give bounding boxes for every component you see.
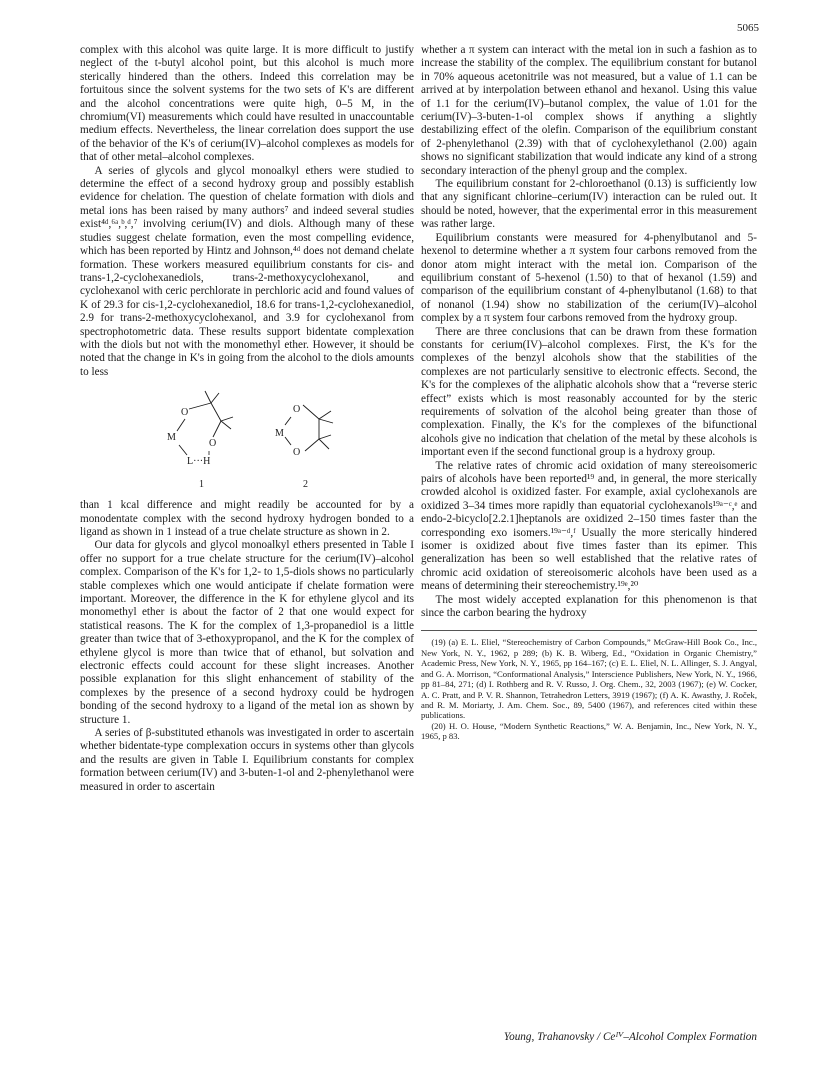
- chemical-structures: [80, 387, 414, 495]
- right-column: [421, 44, 757, 742]
- structure-label-2: 2: [303, 479, 308, 491]
- left-column: [80, 44, 414, 794]
- atom-o: O: [293, 447, 301, 459]
- body-paragraph: whether a π system can interact with the metal ion in such a fashion as to increase the stability of the complex. The equilibrium constant for butanol in 70% aqueous acetonitrile was not measured, but a value of 1.1 can be arrived at by interpolation between ethanol and hexanol. Using this value of 1.1 for the cerium(IV)–butanol complex, the value of 1.01 for the cerium(IV)–3-buten-1-ol complex shows if anything a slightly destabilizing effect of the olefin. Comparison of the equilibrium constant of 2-phenylethanol (2.39) with that of cyclohexylethanol (2.00) again shows no significant stabilization that would indicate any kind of a strong secondary interaction of the phenyl group and the complex.: [421, 44, 757, 177]
- structure-1: [177, 391, 233, 455]
- body-paragraph: than 1 kcal difference and might readily be accounted for by a monodentate complex with the second hydroxy hydrogen bonded to a ligand as shown in 1 instead of a true chelate structure as shown in 2.: [80, 499, 414, 538]
- body-paragraph: complex with this alcohol was quite large. It is more difficult to justify neglect of the t-butyl alcohol point, but this alcohol is much more sterically hindered than the others. Indeed this correlation may be fortuitous since the solvent systems for the two sets of K's are different and the alcohol concentrations were quite high, 0–5 M, in the chromium(VI) measurements which could have resulted in unaccountable medium effects. Nevertheless, the linear correlation does support the use of the behavior of the K's of cerium(IV)–alcohol complexes as models for that of other metal–alcohol complexes.: [80, 44, 414, 164]
- body-paragraph: The most widely accepted explanation for this phenomenon is that since the carbon bearing the hydroxy: [421, 593, 757, 620]
- running-footer: Young, Trahanovsky / Ceᴵⱽ–Alcohol Complex Formation: [503, 1031, 757, 1043]
- footnote: (20) H. O. House, “Modern Synthetic Reactions,” W. A. Benjamin, Inc., New York, N. Y., 1965, p 83.: [421, 720, 757, 742]
- atom-o: O: [181, 407, 189, 419]
- footnotes: [421, 630, 757, 741]
- page-number: 5065: [737, 22, 759, 34]
- h-bond-label: L···H: [187, 456, 211, 468]
- atom-m: M: [275, 428, 284, 440]
- structure-label-1: 1: [199, 479, 204, 491]
- footnote: (19) (a) E. L. Eliel, “Stereochemistry of Carbon Compounds,” McGraw-Hill Book Co., Inc., New York, N. Y., 1962, p 289; (b) K. B. Wiberg, Ed., “Oxidation in Organic Chemistry,” Academic Press, New York, N. Y., 1965, pp 164–167; (c) E. L. Eliel, N. L. Allinger, S. J. Angyal, and G. A. Morrison, “Conformational Analysis,” Interscience Publishers, New York, N. Y., 1966, pp 81–84, 271; (d) I. Rothberg and R. V. Russo, J. Org. Chem., 32, 2003 (1967); (e) W. Cocker, A. C. Pratt, and P. V. R. Shannon, Tetrahedron Letters, 3919 (1967); (f) A. K. Awasthy, J. Roček, and R. M. Moriarty, J. Am. Chem. Soc., 89, 5400 (1967), and references cited within these publications.: [421, 637, 757, 721]
- body-paragraph: The relative rates of chromic acid oxidation of many stereoisomeric pairs of alcohols have been reported¹⁹ and, in general, the more sterically crowded alcohol is oxidized faster. For example, axial cyclohexanols are oxidized 3–34 times more rapidly than equatorial cyclohexanols¹⁹ᵃ⁻ᶜ,ᵉ and endo-2-bicyclo[2.2.1]heptanols are oxidized 2–150 times faster than the corresponding exo isomers.¹⁹ᵃ⁻ᵈ,ᶠ Usually the more sterically hindered isomer is oxidized about five times faster than its epimer. This generalization has been so well established that the relative rates of chromic acid oxidation of stereoisomeric alcohols have been used as a means of determining their stereochemistry.¹⁹ᵉ,²⁰: [421, 459, 757, 593]
- atom-o: O: [293, 404, 301, 416]
- body-paragraph: A series of glycols and glycol monoalkyl ethers were studied to determine the effect of a second hydroxy group and possibly establish evidence for chelation. The question of chelate formation with diols and metal ions has been raised by many authors⁷ and indeed several studies exist⁴ᵈ,⁶ᵃ,ᵇ,ᵈ,⁷ involving cerium(IV) and diols. Although many of these studies suggest chelate formation, even the most compelling evidence, which has been reported by Hintz and Johnson,⁴ᵈ does not demand chelate formation. These workers measured equilibrium constants for cis- and trans-1,2-cyclohexanediols, trans-2-methoxycyclohexanol, and cyclohexanol with ceric perchlorate in perchloric acid and found values of K of 29.3 for cis-1,2-cyclohexanediol, 18.6 for trans-1,2-cyclohexanediol, 2.9 for trans-2-methoxycyclohexanol, and 3.9 for cyclohexanol from spectrophotometric data. These results support bidentate complexation with the diols but not with the monomethyl ether. However, it should be noted that the change in K's in going from the alcohol to the diols amounts to less: [80, 164, 414, 378]
- structure-figure: [127, 387, 367, 495]
- body-paragraph: There are three conclusions that can be drawn from these formation constants for cerium(IV)–alcohol complexes. First, the K's for the complexes of the benzyl alcohols show that the stabilities of the complexes are not particularly sensitive to electronic effects. Second, the K's for the complexes of the aliphatic alcohols show that a “reverse steric effect” exists which is most reasonably accounted for by the steric requirements of solvation of the alcohol being greater than those of complexation. Finally, the K's for the complexes of the bifunctional alcohols give no indication that chelation of the metal by these alcohols is important even if the second functional group is a hydroxy group.: [421, 325, 757, 459]
- body-paragraph: The equilibrium constant for 2-chloroethanol (0.13) is sufficiently low that any significant chlorine–cerium(IV) interaction can be ruled out. It should be noted, however, that the experimental error in this measurement was rather large.: [421, 178, 757, 231]
- body-paragraph: Equilibrium constants were measured for 4-phenylbutanol and 5-hexenol to determine whether a π system four carbons removed from the donor atom might interact with the metal ion. Comparison of the equilibrium constant of 5-hexenol (1.50) to that of hexanol (1.59) and comparison of the equilibrium constant of 4-phenylbutanol (1.68) to that of nonanol (1.94) show no stabilization of the cerium(IV)–alcohol complex by a π system four carbons removed from the hydroxy group.: [421, 231, 757, 325]
- atom-m: M: [167, 432, 176, 444]
- atom-o: O: [209, 438, 217, 450]
- body-paragraph: Our data for glycols and glycol monoalkyl ethers presented in Table I offer no support for a true chelate structure for the cerium(IV)–alcohol complex. Comparison of the K's for 1,2- to 1,5-diols shows no particularly stable complexes which one would anticipate if chelate formation were important. Moreover, the difference in the K for ethylene glycol and its monomethyl ether is about the factor of 2 that one would expect for statistical reasons. The K for the complex of 1,3-propanediol is a little greater than twice that of 3-ethoxypropanol, and the K for the complex of ethylene glycol is more than twice that of ethanol, but solvation and electronic effects could account for these slight increases. Another possible explanation for this slight enhancement of stability of the complexes by the presence of a second hydroxy could be hydrogen bonding of the second hydroxy to a ligand of the metal ion as shown by structure 1.: [80, 539, 414, 726]
- body-paragraph: A series of β-substituted ethanols was investigated in order to ascertain whether bidentate-type complexation occurs in systems other than glycols and the results are given in Table I. Equilibrium constants for complex formation between cerium(IV) and 3-buten-1-ol and 2-phenylethanol were measured in order to ascertain: [80, 727, 414, 793]
